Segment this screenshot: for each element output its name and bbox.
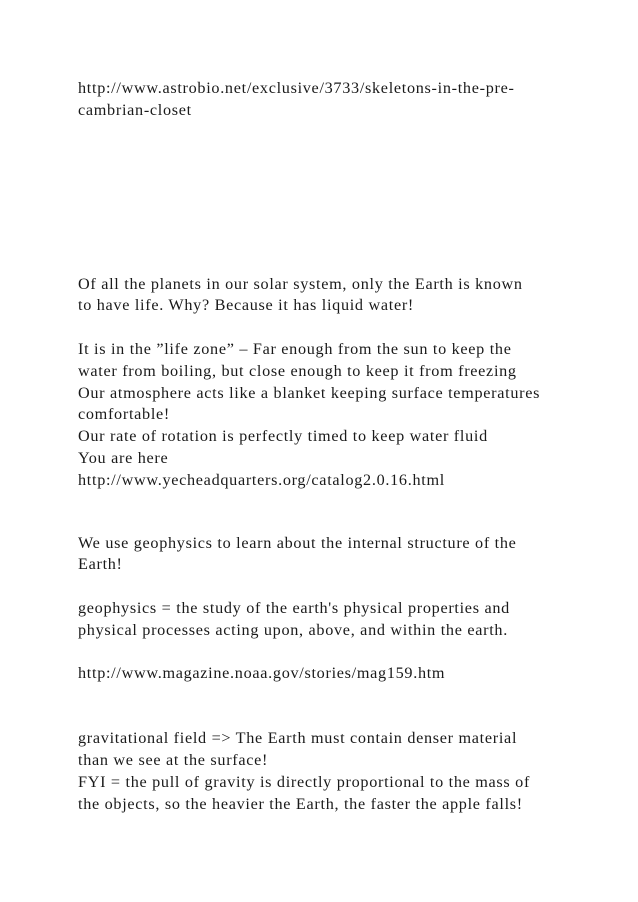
text-line: It is in the ”life zone” – Far enough from the sun to keep the <box>78 339 512 358</box>
text-line: the objects, so the heavier the Earth, the faster the apple falls! <box>78 794 523 813</box>
text-line: physical processes acting upon, above, and within the earth. <box>78 620 508 639</box>
text-line: Earth! <box>78 555 123 574</box>
text-line: Of all the planets in our solar system, only the Earth is known <box>78 274 523 293</box>
text-line: comfortable! <box>78 405 170 424</box>
paragraph-life-intro <box>78 274 598 318</box>
text-line: Our atmosphere acts like a blanket keeping surface temperatures <box>78 383 541 402</box>
text-line: http://www.magazine.noaa.gov/stories/mag159.htm <box>78 664 446 683</box>
text-line: We use geophysics to learn about the internal structure of the <box>78 533 517 552</box>
text-line: gravitational field => The Earth must contain denser material <box>78 729 518 748</box>
paragraph-geophysics-intro <box>78 533 598 577</box>
blank-space <box>78 122 598 274</box>
text-line: water from boiling, but close enough to keep it from freezing <box>78 361 517 380</box>
text-line: You are here <box>78 448 169 467</box>
text-line: cambrian-closet <box>78 100 192 119</box>
blank-space <box>78 685 598 728</box>
blank-line <box>78 642 598 664</box>
paragraph-life-zone <box>78 339 598 492</box>
text-line: geophysics = the study of the earth's physical properties and <box>78 598 510 617</box>
text-line: to have life. Why? Because it has liquid water! <box>78 296 415 315</box>
blank-space <box>78 492 598 533</box>
text-line: than we see at the surface! <box>78 750 269 769</box>
paragraph-gravitational-field <box>78 728 598 815</box>
paragraph-noaa-link <box>78 663 598 685</box>
blank-line <box>78 317 598 339</box>
paragraph-astrobio-link <box>78 78 598 122</box>
paragraph-geophysics-definition <box>78 598 598 642</box>
text-line: http://www.astrobio.net/exclusive/3733/skeletons-in-the-pre- <box>78 79 515 97</box>
text-line: http://www.yecheadquarters.org/catalog2.0.16.html <box>78 470 445 489</box>
text-line: FYI = the pull of gravity is directly proportional to the mass of <box>78 772 531 791</box>
text-line: Our rate of rotation is perfectly timed to keep water fluid <box>78 427 488 446</box>
blank-line <box>78 576 598 598</box>
